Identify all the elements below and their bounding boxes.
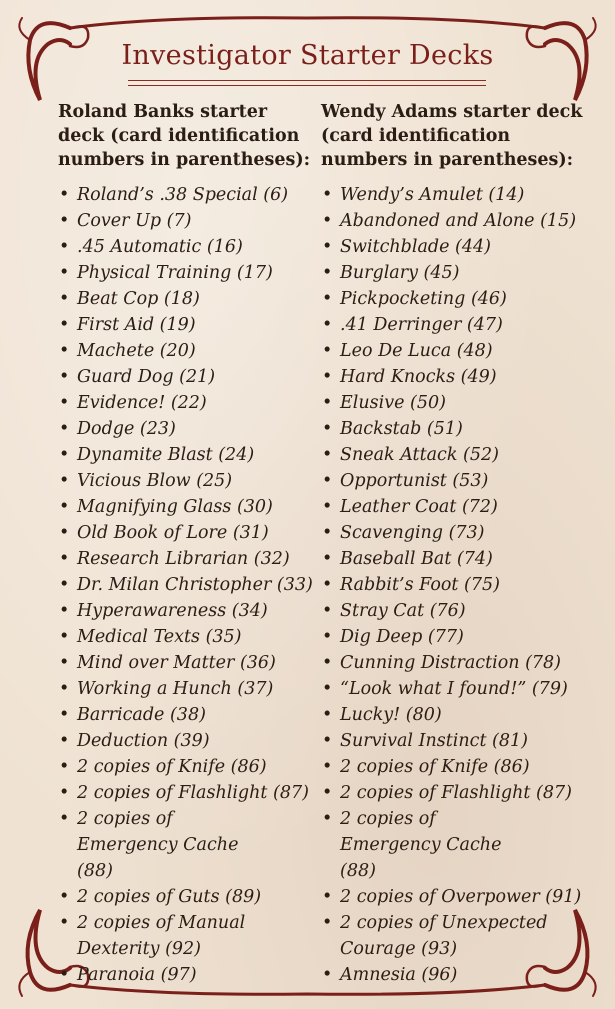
list-item: • .41 Derringer (47): [321, 312, 586, 338]
list-item: • Deduction (39): [58, 728, 314, 754]
list-item: • 2 copies of Emergency Cache (88): [321, 806, 530, 884]
list-item: • First Aid (19): [58, 312, 314, 338]
list-item: • Barricade (38): [58, 702, 314, 728]
list-item: • Vicious Blow (25): [58, 468, 314, 494]
list-item: • 2 copies of Overpower (91): [321, 884, 586, 910]
list-item: • Dr. Milan Christopher (33): [58, 572, 314, 598]
title-divider: [128, 80, 486, 86]
list-item: • Pickpocketing (46): [321, 286, 586, 312]
list-item: • Mind over Matter (36): [58, 650, 314, 676]
wendy-adams-card-list: [321, 182, 586, 988]
list-item: • Cunning Distraction (78): [321, 650, 586, 676]
list-item: • Leo De Luca (48): [321, 338, 586, 364]
list-item: • 2 copies of Knife (86): [58, 754, 314, 780]
list-item: • Baseball Bat (74): [321, 546, 586, 572]
list-item: • 2 copies of Flashlight (87): [321, 780, 586, 806]
list-item: • .45 Automatic (16): [58, 234, 314, 260]
list-item: • Working a Hunch (37): [58, 676, 314, 702]
list-item: • Opportunist (53): [321, 468, 586, 494]
list-item: • Elusive (50): [321, 390, 586, 416]
list-item: • Hard Knocks (49): [321, 364, 586, 390]
list-item: • Burglary (45): [321, 260, 586, 286]
list-item: • Research Librarian (32): [58, 546, 314, 572]
list-item: • Dynamite Blast (24): [58, 442, 314, 468]
list-item: • Switchblade (44): [321, 234, 586, 260]
roland-banks-column: [58, 100, 314, 988]
list-item: • Rabbit’s Foot (75): [321, 572, 586, 598]
list-item: • Stray Cat (76): [321, 598, 586, 624]
list-item: • Evidence! (22): [58, 390, 314, 416]
list-item: • Scavenging (73): [321, 520, 586, 546]
roland-banks-heading: Roland Banks starter deck (card identification numbers in parentheses):: [58, 102, 311, 170]
list-item: • Sneak Attack (52): [321, 442, 586, 468]
list-item: • Leather Coat (72): [321, 494, 586, 520]
roland-banks-card-list: [58, 182, 314, 988]
list-item: • Backstab (51): [321, 416, 586, 442]
list-item: • Dodge (23): [58, 416, 314, 442]
list-item: • Wendy’s Amulet (14): [321, 182, 586, 208]
list-item: • Old Book of Lore (31): [58, 520, 314, 546]
list-item: • Machete (20): [58, 338, 314, 364]
list-item: • Lucky! (80): [321, 702, 586, 728]
list-item: • Survival Instinct (81): [321, 728, 586, 754]
list-item: • 2 copies of Emergency Cache (88): [58, 806, 267, 884]
list-item: • Magnifying Glass (30): [58, 494, 314, 520]
list-item: • 2 copies of Guts (89): [58, 884, 314, 910]
list-item: • Paranoia (97): [58, 962, 314, 988]
wendy-adams-column: [321, 100, 586, 988]
list-item: • Hyperawareness (34): [58, 598, 314, 624]
list-item: • 2 copies of Unexpected Courage (93): [321, 910, 550, 962]
list-item: • Beat Cop (18): [58, 286, 314, 312]
list-item: • Dig Deep (77): [321, 624, 586, 650]
list-item: • 2 copies of Manual Dexterity (92): [58, 910, 257, 962]
list-item: • Physical Training (17): [58, 260, 314, 286]
list-item: • Amnesia (96): [321, 962, 586, 988]
list-item: • Guard Dog (21): [58, 364, 314, 390]
list-item: • Roland’s .38 Special (6): [58, 182, 314, 208]
list-item: • Medical Texts (35): [58, 624, 314, 650]
list-item: • 2 copies of Knife (86): [321, 754, 586, 780]
list-item: • 2 copies of Flashlight (87): [58, 780, 314, 806]
wendy-adams-heading: Wendy Adams starter deck (card identification numbers in parentheses):: [321, 102, 583, 170]
page-title: Investigator Starter Decks: [121, 40, 494, 71]
list-item: • Cover Up (7): [58, 208, 314, 234]
list-item: • “Look what I found!” (79): [321, 676, 586, 702]
list-item: • Abandoned and Alone (15): [321, 208, 586, 234]
